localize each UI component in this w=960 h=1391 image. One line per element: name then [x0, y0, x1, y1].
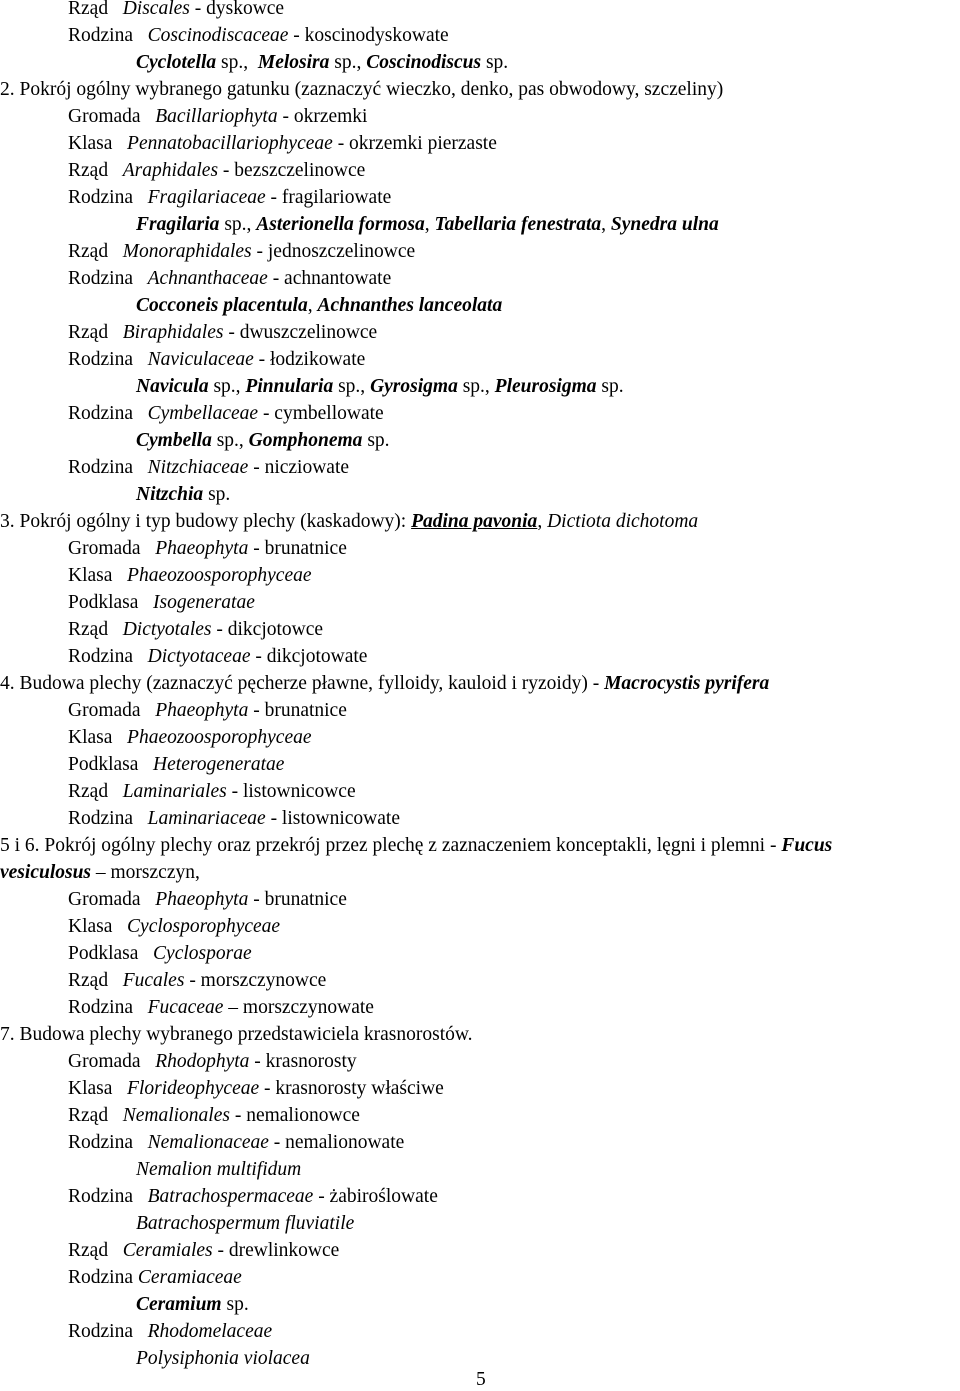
text-run: 5 i 6. Pokrój ogólny plechy oraz przekrój przez plechę z zaznaczeniem konceptakli, lęgni i plemni -: [0, 835, 782, 856]
taxon-name: Pinnularia: [245, 376, 334, 397]
text-run: ,: [307, 295, 318, 316]
text-line: [68, 456, 349, 480]
taxon-name: Coscinodiscus: [366, 52, 482, 73]
text-line: [68, 132, 497, 156]
text-line: [68, 0, 284, 21]
text-run: - okrzemki: [277, 106, 368, 127]
text-run: sp.,: [333, 376, 371, 397]
taxon-name: Batrachospermum fluviatile: [136, 1213, 355, 1234]
text-run: - listownicowce: [226, 781, 356, 802]
taxon-name: Florideophyceae: [127, 1078, 260, 1099]
text-run: Klasa: [68, 1078, 128, 1099]
text-run: sp.,: [329, 52, 367, 73]
text-run: - cymbellowate: [258, 403, 384, 424]
text-run: - dwuszczelinowce: [223, 322, 378, 343]
text-run: - koscinodyskowate: [288, 25, 449, 46]
text-run: - brunatnice: [248, 700, 347, 721]
taxon-name: Cymbella: [136, 430, 212, 451]
text-line: [136, 1212, 354, 1236]
text-run: Rodzina: [68, 1132, 148, 1153]
text-run: ,: [424, 214, 435, 235]
text-run: - nicziowate: [248, 457, 350, 478]
taxon-name: Naviculaceae: [147, 349, 254, 370]
taxon-name: Phaeophyta: [155, 889, 249, 910]
text-run: Rząd: [68, 160, 123, 181]
text-run: Klasa: [68, 133, 128, 154]
text-line: [68, 240, 415, 264]
text-line: [136, 51, 508, 75]
text-run: - brunatnice: [248, 538, 347, 559]
text-run: sp.: [362, 430, 390, 451]
taxon-name: Fucus: [781, 835, 833, 856]
text-line: [0, 1023, 473, 1047]
text-run: - bezszczelinowce: [218, 160, 366, 181]
text-line: [68, 807, 400, 831]
text-run: sp.: [481, 52, 509, 73]
taxon-name: vesiculosus: [0, 862, 92, 883]
text-line: [68, 1320, 272, 1344]
taxon-name: Asterionella formosa: [256, 214, 425, 235]
text-run: Gromada: [68, 700, 156, 721]
taxon-name: Cocconeis placentula: [136, 295, 308, 316]
text-run: sp.: [203, 484, 231, 505]
taxon-name: Gyrosigma: [370, 376, 458, 397]
text-run: Rodzina: [68, 1267, 138, 1288]
text-line: [68, 1131, 404, 1155]
text-line: [68, 591, 255, 615]
text-run: - achnantowate: [267, 268, 392, 289]
text-run: Gromada: [68, 1051, 156, 1072]
text-run: Rodzina: [68, 1321, 148, 1342]
taxon-name: Macrocystis pyrifera: [604, 673, 770, 694]
text-line: [0, 672, 769, 696]
taxon-name: Rhodomelaceae: [147, 1321, 273, 1342]
text-run: Rodzina: [68, 457, 148, 478]
text-run: Podklasa: [68, 943, 154, 964]
text-run: Klasa: [68, 916, 128, 937]
taxon-name: Cyclosporae: [153, 943, 252, 964]
text-run: Rodzina: [68, 349, 148, 370]
text-line: [68, 321, 377, 345]
taxon-name: Cymbellaceae: [147, 403, 259, 424]
taxon-name: Cyclotella: [136, 52, 217, 73]
text-run: - dyskowce: [189, 0, 285, 19]
text-line: [68, 267, 391, 291]
text-run: Rząd: [68, 1240, 123, 1261]
taxon-name: Achnanthaceae: [147, 268, 268, 289]
text-run: - krasnorosty właściwe: [259, 1078, 444, 1099]
text-line: [68, 159, 365, 183]
text-line: [68, 726, 312, 750]
taxon-name: Fucaceae: [147, 997, 224, 1018]
text-run: Gromada: [68, 889, 156, 910]
text-run: Gromada: [68, 538, 156, 559]
taxon-name: Nemalionaceae: [147, 1132, 269, 1153]
taxon-name: Synedra ulna: [610, 214, 719, 235]
text-line: [136, 375, 624, 399]
text-line: [68, 915, 280, 939]
text-run: Rząd: [68, 970, 123, 991]
text-line: [68, 996, 374, 1020]
text-run: sp.: [596, 376, 624, 397]
text-run: ,: [537, 511, 548, 532]
taxon-name: Pennatobacillariophyceae: [127, 133, 333, 154]
taxon-name: Dictyotaceae: [147, 646, 251, 667]
taxon-name: Dictiota dichotoma: [547, 511, 699, 532]
text-line: [68, 699, 347, 723]
text-run: 2. Pokrój ogólny wybranego gatunku (zaznaczyć wieczko, denko, pas obwodowy, szczeliny): [0, 79, 724, 100]
text-line: [68, 24, 449, 48]
text-run: sp.,: [211, 430, 249, 451]
taxon-name: Bacillariophyta: [155, 106, 278, 127]
taxon-name: Tabellaria fenestrata: [434, 214, 602, 235]
taxon-name: Nitzchia: [136, 484, 204, 505]
taxon-name: Achnanthes lanceolata: [317, 295, 503, 316]
text-line: [0, 78, 723, 102]
text-run: - brunatnice: [248, 889, 347, 910]
text-run: - nemalionowce: [229, 1105, 360, 1126]
text-run: 7. Budowa plechy wybranego przedstawiciela krasnorostów.: [0, 1024, 473, 1045]
text-line: [68, 1239, 339, 1263]
text-line: [68, 1050, 357, 1074]
text-run: sp.,: [216, 52, 258, 73]
text-line: [68, 780, 356, 804]
taxon-name: Biraphidales: [122, 322, 224, 343]
text-run: Rodzina: [68, 268, 148, 289]
text-run: - morszczynowce: [184, 970, 327, 991]
text-run: - dikcjotowce: [211, 619, 324, 640]
text-run: Podklasa: [68, 754, 154, 775]
taxon-name: Araphidales: [122, 160, 219, 181]
text-run: - fragilariowate: [265, 187, 392, 208]
text-line: [68, 969, 326, 993]
text-line: [68, 942, 252, 966]
text-run: Rodzina: [68, 403, 148, 424]
text-line: [68, 618, 323, 642]
text-run: - łodzikowate: [253, 349, 366, 370]
text-run: Podklasa: [68, 592, 154, 613]
taxon-name: Pleurosigma: [494, 376, 597, 397]
text-run: - żabiroślowate: [313, 1186, 438, 1207]
text-line: [68, 537, 347, 561]
page-number: 5: [476, 1369, 486, 1390]
taxon-name: Melosira: [257, 52, 330, 73]
text-line: [0, 861, 200, 885]
taxon-name: Navicula: [136, 376, 209, 397]
text-run: Rodzina: [68, 1186, 148, 1207]
text-run: Rząd: [68, 241, 123, 262]
text-line: [136, 294, 502, 318]
taxon-name: Fragilariaceae: [147, 187, 266, 208]
taxon-name: Nemalion multifidum: [136, 1159, 302, 1180]
taxon-name: Ceramiaceae: [137, 1267, 242, 1288]
text-run: 3. Pokrój ogólny i typ budowy plechy (kaskadowy):: [0, 511, 412, 532]
taxon-name: Laminariales: [122, 781, 227, 802]
text-run: Rodzina: [68, 997, 148, 1018]
taxon-name: Gomphonema: [248, 430, 363, 451]
text-run: ,: [601, 214, 611, 235]
text-run: Rząd: [68, 1105, 123, 1126]
taxon-name: Nitzchiaceae: [147, 457, 249, 478]
text-run: – morszczynowate: [223, 997, 374, 1018]
taxon-name: Coscinodiscaceae: [147, 25, 289, 46]
taxon-name: Ceramium: [136, 1294, 222, 1315]
text-line: [136, 1293, 249, 1317]
text-run: Rodzina: [68, 187, 148, 208]
taxon-name: Isogeneratae: [153, 592, 255, 613]
text-run: Rodzina: [68, 646, 148, 667]
text-line: [136, 213, 719, 237]
text-run: Rząd: [68, 619, 123, 640]
text-line: [68, 105, 367, 129]
taxon-name: Phaeophyta: [155, 538, 249, 559]
text-line: [68, 1104, 360, 1128]
text-line: [68, 564, 312, 588]
taxon-name: Rhodophyta: [155, 1051, 250, 1072]
text-run: sp.: [221, 1294, 249, 1315]
text-run: - jednoszczelinowce: [251, 241, 416, 262]
taxon-name: Fragilaria: [136, 214, 220, 235]
taxon-name: Phaeozoosporophyceae: [127, 727, 312, 748]
text-line: [136, 1347, 310, 1371]
text-run: Rodzina: [68, 25, 148, 46]
text-run: Rząd: [68, 781, 123, 802]
text-line: [0, 834, 832, 858]
text-line: [68, 753, 284, 777]
text-run: - okrzemki pierzaste: [332, 133, 497, 154]
text-run: Klasa: [68, 727, 128, 748]
taxon-name: Fucales: [122, 970, 185, 991]
taxon-name: Phaeozoosporophyceae: [127, 565, 312, 586]
text-run: Klasa: [68, 565, 128, 586]
text-line: [68, 186, 391, 210]
taxon-name: Batrachospermaceae: [147, 1186, 314, 1207]
text-run: - krasnorosty: [249, 1051, 357, 1072]
text-run: Rodzina: [68, 808, 148, 829]
text-run: sp.,: [219, 214, 257, 235]
text-run: - nemalionowate: [268, 1132, 405, 1153]
text-run: - dikcjotowate: [250, 646, 368, 667]
text-line: [68, 645, 367, 669]
taxon-name: Phaeophyta: [155, 700, 249, 721]
taxon-name: Padina pavonia: [411, 511, 538, 532]
text-line: [136, 429, 390, 453]
text-run: Rząd: [68, 0, 123, 19]
taxon-name: Discales: [122, 0, 190, 19]
text-line: [68, 402, 384, 426]
text-run: Rząd: [68, 322, 123, 343]
taxon-name: Polysiphonia violacea: [136, 1348, 310, 1369]
text-line: [0, 510, 698, 534]
taxon-name: Nemalionales: [122, 1105, 230, 1126]
text-line: [136, 1158, 301, 1182]
taxon-name: Dictyotales: [122, 619, 212, 640]
taxon-name: Cyclosporophyceae: [127, 916, 281, 937]
text-line: [68, 1077, 444, 1101]
text-line: [68, 348, 365, 372]
text-line: [68, 888, 347, 912]
text-run: - drewlinkowce: [212, 1240, 340, 1261]
text-run: - listownicowate: [265, 808, 400, 829]
text-run: sp.,: [208, 376, 246, 397]
text-line: [68, 1266, 242, 1290]
text-run: 4. Budowa plechy (zaznaczyć pęcherze pławne, fylloidy, kauloid i ryzoidy) -: [0, 673, 605, 694]
taxon-name: Heterogeneratae: [153, 754, 285, 775]
taxon-name: Monoraphidales: [122, 241, 252, 262]
text-line: [68, 1185, 438, 1209]
text-run: sp.,: [457, 376, 495, 397]
text-line: [136, 483, 230, 507]
text-run: – morszczyn,: [91, 862, 200, 883]
text-run: Gromada: [68, 106, 156, 127]
taxon-name: Ceramiales: [122, 1240, 213, 1261]
taxon-name: Laminariaceae: [147, 808, 266, 829]
